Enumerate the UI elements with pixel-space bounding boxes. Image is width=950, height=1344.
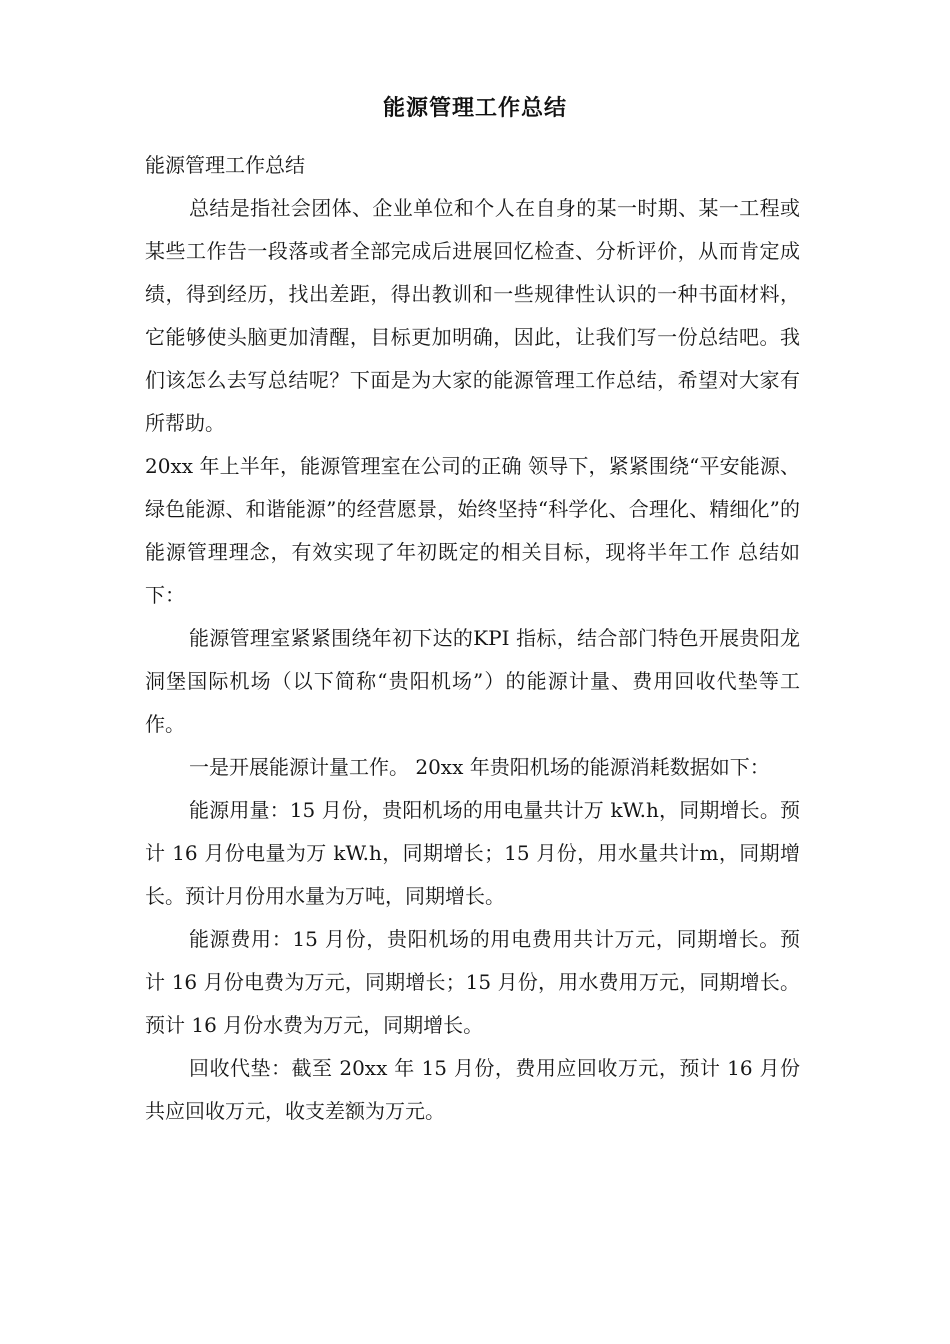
paragraph-cost-recovery: 回收代垫：截至 20xx 年 15 月份，费用应回收万元，预计 16 月份共应回收万元，收支差额为万元。: [145, 1056, 800, 1123]
paragraph-kpi: 能源管理室紧紧围绕年初下达的KPI 指标，结合部门特色开展贵阳龙洞堡国际机场（以下简称“贵阳机场”）的能源计量、费用回收代垫等工作。: [145, 626, 800, 736]
paragraph-intro: 总结是指社会团体、企业单位和个人在自身的某一时期、某一工程或某些工作告一段落或者全部完成后进展回忆检查、分析评价，从而肯定成绩，得到经历，找出差距，得出教训和一些规律性认识的一种书面材料，它能够使头脑更加清醒，目标更加明确，因此，让我们写一份总结吧。我们该怎么去写总结呢？下面是为大家的能源管理工作总结，希望对大家有所帮助。: [145, 196, 800, 435]
paragraph-energy-cost: 能源费用：15 月份，贵阳机场的用电费用共计万元，同期增长。预计 16 月份电费为万元，同期增长；15 月份，用水费用万元，同期增长。预计 16 月份水费为万元，同期增长。: [145, 927, 800, 1037]
document-subtitle: 能源管理工作总结: [145, 153, 305, 177]
document-body: [145, 144, 800, 1133]
document-title: 能源管理工作总结: [382, 96, 567, 121]
paragraph-energy-metering: 一是开展能源计量工作。 20xx 年贵阳机场的能源消耗数据如下：: [189, 755, 770, 779]
paragraph-energy-usage: 能源用量：15 月份，贵阳机场的用电量共计万 kW.h，同期增长。预计 16 月份电量为万 kW.h，同期增长；15 月份，用水量共计m，同期增长。预计月份用水量为万吨，同期增长。: [145, 798, 800, 908]
paragraph-half-year-summary: 20xx 年上半年，能源管理室在公司的正确 领导下，紧紧围绕“平安能源、绿色能源、和谐能源”的经营愿景，始终坚持“科学化、合理化、精细化”的能源管理理念，有效实现了年初既定的相关目标，现将半年工作 总结如下：: [145, 454, 800, 607]
